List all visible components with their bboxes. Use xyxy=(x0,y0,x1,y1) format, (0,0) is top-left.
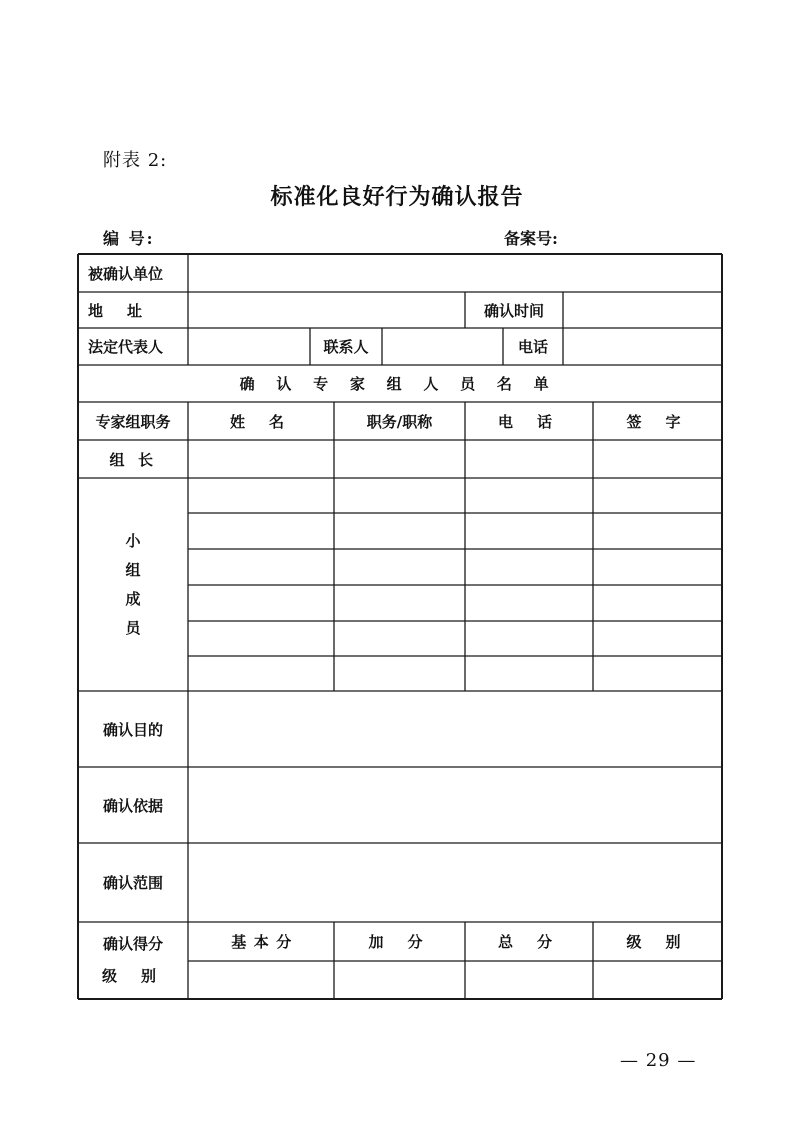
label-contact-person: 联系人 xyxy=(323,338,369,356)
field-confirm-purpose[interactable] xyxy=(188,691,722,767)
number-label: 编 号: xyxy=(103,229,155,248)
attachment-label: 附表 2: xyxy=(103,150,168,171)
document-title: 标准化良好行为确认报告 xyxy=(270,184,524,210)
group-members-char: 小 xyxy=(125,531,141,550)
col-header-title: 职务/职称 xyxy=(366,412,433,431)
label-address: 地址 xyxy=(88,301,167,320)
label-confirm-purpose: 确认目的 xyxy=(102,720,163,739)
label-group-leader: 组长 xyxy=(109,450,167,469)
col-header-signature: 签字 xyxy=(626,412,705,431)
field-phone[interactable] xyxy=(563,328,722,365)
expert-group-section-title: 确认专家组人员名单 xyxy=(239,375,571,393)
label-confirmed-unit: 被确认单位 xyxy=(88,264,164,283)
field-legal-representative[interactable] xyxy=(188,328,310,365)
label-confirm-scope: 确认范围 xyxy=(102,874,163,892)
field-contact-person[interactable] xyxy=(382,328,503,365)
label-phone: 电话 xyxy=(517,338,548,356)
field-confirmed-unit[interactable] xyxy=(188,254,722,292)
field-confirm-basis[interactable] xyxy=(188,767,722,843)
group-members-char: 员 xyxy=(125,618,141,637)
label-score-level: 级别 xyxy=(101,966,180,985)
label-confirm-basis: 确认依据 xyxy=(102,796,163,815)
group-members-char: 成 xyxy=(125,589,141,608)
col-header-role: 专家组职务 xyxy=(95,412,171,431)
label-group-members xyxy=(78,478,188,691)
label-legal-representative: 法定代表人 xyxy=(88,338,164,356)
field-address[interactable] xyxy=(188,292,465,328)
group-members-char: 组 xyxy=(125,560,141,579)
score-header-level: 级别 xyxy=(626,933,705,951)
label-confirm-score: 确认得分 xyxy=(102,934,163,953)
page-number: — 29 — xyxy=(620,1050,697,1071)
col-header-phone: 电话 xyxy=(497,412,576,431)
col-header-name: 姓名 xyxy=(229,412,308,431)
score-header-bonus: 加分 xyxy=(368,933,447,951)
label-confirm-time: 确认时间 xyxy=(483,301,544,320)
field-confirm-scope[interactable] xyxy=(188,843,722,922)
score-header-total: 总分 xyxy=(497,933,576,951)
field-confirm-time[interactable] xyxy=(563,292,722,328)
record-number-label: 备案号: xyxy=(504,229,558,248)
score-header-base: 基本分 xyxy=(231,933,299,951)
